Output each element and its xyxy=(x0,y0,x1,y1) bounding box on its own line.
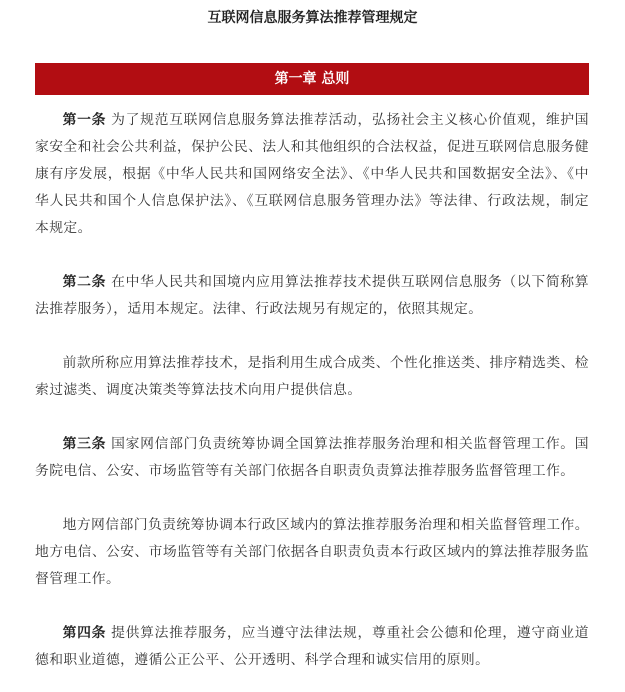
page-title: 互联网信息服务算法推荐管理规定 xyxy=(207,10,418,26)
paragraph-text: 地方网信部门负责统筹协调本行政区域内的算法推荐服务治理和相关监督管理工作。地方电信、公安、市场监管等有关部门依据各自职责负责本行政区域内的算法推荐服务监督管理工作。 xyxy=(35,517,589,587)
paragraph-article-2 xyxy=(35,269,589,323)
paragraph-text: 提供算法推荐服务，应当遵守法律法规，尊重社会公德和伦理，遵守商业道德和职业道德，遵循公正公平、公开透明、科学合理和诚实信用的原则。 xyxy=(35,625,589,668)
paragraph-article-1 xyxy=(35,107,589,242)
paragraph-article-4 xyxy=(35,620,589,674)
paragraph-article-3-cont xyxy=(35,512,589,593)
paragraph-text: 在中华人民共和国境内应用算法推荐技术提供互联网信息服务（以下简称算法推荐服务），适用本规定。法律、行政法规另有规定的，依照其规定。 xyxy=(35,274,589,317)
chapter-heading: 第一章 总则 xyxy=(35,63,589,95)
article-number: 第一条 xyxy=(62,112,107,128)
article-number: 第三条 xyxy=(62,436,107,452)
paragraph-article-3 xyxy=(35,431,589,485)
article-body xyxy=(35,107,589,674)
paragraph-text: 国家网信部门负责统筹协调全国算法推荐服务治理和相关监督管理工作。国务院电信、公安、市场监管等有关部门依据各自职责负责算法推荐服务监督管理工作。 xyxy=(35,436,589,479)
article-number: 第二条 xyxy=(62,274,107,290)
paragraph-text: 为了规范互联网信息服务算法推荐活动，弘扬社会主义核心价值观，维护国家安全和社会公共利益，保护公民、法人和其他组织的合法权益，促进互联网信息服务健康有序发展，根据《中华人民共和国网络安全法》、《中华人民共和国数据安全法》、《中华人民共和国个人信息保护法》、《互联网信息服务管理办法》等法律、行政法规，制定本规定。 xyxy=(35,112,589,236)
paragraph-article-2-cont xyxy=(35,350,589,404)
paragraph-text: 前款所称应用算法推荐技术，是指利用生成合成类、个性化推送类、排序精选类、检索过滤类、调度决策类等算法技术向用户提供信息。 xyxy=(35,355,589,398)
article-number: 第四条 xyxy=(62,625,107,641)
